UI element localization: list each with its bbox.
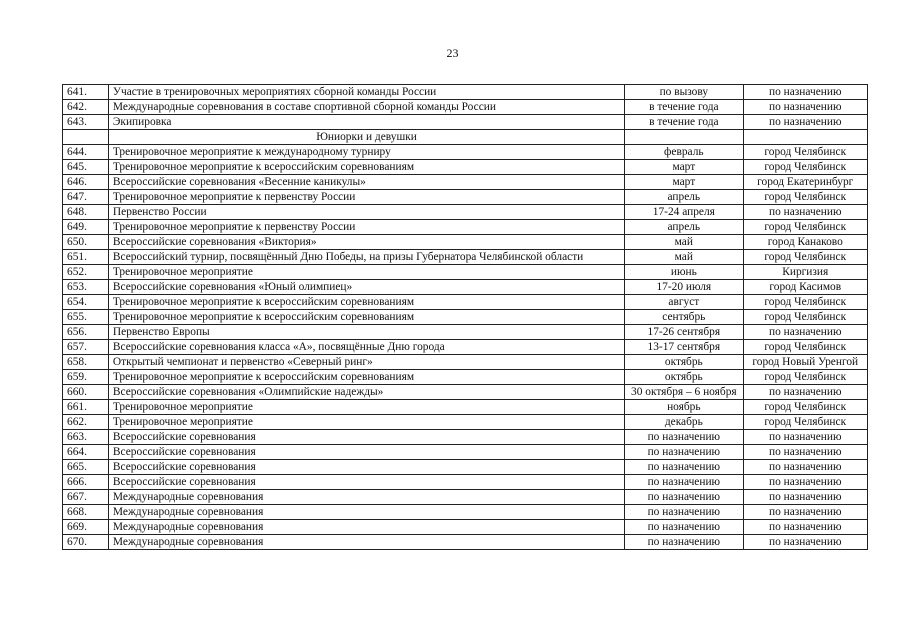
event-date-cell: по назначению bbox=[625, 490, 743, 505]
event-date-cell: по назначению bbox=[625, 535, 743, 550]
table-row bbox=[63, 205, 868, 220]
event-place-cell: по назначению bbox=[743, 520, 868, 535]
event-date-cell bbox=[625, 130, 743, 145]
event-name-cell: Тренировочное мероприятие bbox=[108, 415, 624, 430]
event-date-cell: март bbox=[625, 160, 743, 175]
row-number-cell: 649. bbox=[63, 220, 109, 235]
event-place-cell: город Челябинск bbox=[743, 370, 868, 385]
event-date-cell: август bbox=[625, 295, 743, 310]
row-number-cell: 643. bbox=[63, 115, 109, 130]
schedule-table bbox=[62, 84, 868, 550]
table-row bbox=[63, 190, 868, 205]
event-name-cell: Всероссийские соревнования класса «А», посвящённые Дню города bbox=[108, 340, 624, 355]
table-row bbox=[63, 445, 868, 460]
row-number-cell: 647. bbox=[63, 190, 109, 205]
table-row bbox=[63, 295, 868, 310]
event-date-cell: в течение года bbox=[625, 100, 743, 115]
event-place-cell: по назначению bbox=[743, 535, 868, 550]
row-number-cell: 651. bbox=[63, 250, 109, 265]
event-date-cell: 30 октября – 6 ноября bbox=[625, 385, 743, 400]
event-name-cell: Первенство России bbox=[108, 205, 624, 220]
table-row bbox=[63, 115, 868, 130]
event-place-cell: по назначению bbox=[743, 100, 868, 115]
page-number: 23 bbox=[446, 46, 459, 60]
event-place-cell: Киргизия bbox=[743, 265, 868, 280]
row-number-cell: 655. bbox=[63, 310, 109, 325]
event-place-cell: город Челябинск bbox=[743, 295, 868, 310]
event-name-cell: Экипировка bbox=[108, 115, 624, 130]
table-row bbox=[63, 385, 868, 400]
table-row bbox=[63, 175, 868, 190]
event-name-cell: Всероссийские соревнования «Юный олимпиец» bbox=[108, 280, 624, 295]
event-date-cell: декабрь bbox=[625, 415, 743, 430]
table-row bbox=[63, 400, 868, 415]
event-name-cell: Всероссийские соревнования «Виктория» bbox=[108, 235, 624, 250]
event-date-cell: по назначению bbox=[625, 505, 743, 520]
row-number-cell: 658. bbox=[63, 355, 109, 370]
event-date-cell: октябрь bbox=[625, 370, 743, 385]
event-place-cell: город Челябинск bbox=[743, 340, 868, 355]
event-name-cell: Тренировочное мероприятие к всероссийским соревнованиям bbox=[108, 295, 624, 310]
table-row bbox=[63, 310, 868, 325]
row-number-cell: 656. bbox=[63, 325, 109, 340]
table-row bbox=[63, 535, 868, 550]
event-name-cell: Участие в тренировочных мероприятиях сборной команды России bbox=[108, 85, 624, 100]
event-place-cell: по назначению bbox=[743, 205, 868, 220]
event-name-cell: Всероссийские соревнования bbox=[108, 460, 624, 475]
table-row bbox=[63, 100, 868, 115]
section-header-row bbox=[63, 130, 868, 145]
event-place-cell: город Челябинск bbox=[743, 310, 868, 325]
event-place-cell: по назначению bbox=[743, 505, 868, 520]
event-place-cell: город Новый Уренгой bbox=[743, 355, 868, 370]
event-place-cell: по назначению bbox=[743, 85, 868, 100]
table-row bbox=[63, 235, 868, 250]
schedule-table-body bbox=[63, 85, 868, 550]
row-number-cell: 667. bbox=[63, 490, 109, 505]
event-place-cell: город Челябинск bbox=[743, 190, 868, 205]
event-name-cell: Всероссийские соревнования «Олимпийские надежды» bbox=[108, 385, 624, 400]
row-number-cell: 659. bbox=[63, 370, 109, 385]
event-name-cell: Международные соревнования bbox=[108, 520, 624, 535]
event-name-cell: Всероссийские соревнования «Весенние каникулы» bbox=[108, 175, 624, 190]
row-number-cell: 650. bbox=[63, 235, 109, 250]
row-number-cell: 648. bbox=[63, 205, 109, 220]
row-number-cell: 641. bbox=[63, 85, 109, 100]
table-row bbox=[63, 325, 868, 340]
event-place-cell: город Челябинск bbox=[743, 250, 868, 265]
table-row bbox=[63, 145, 868, 160]
event-place-cell: город Челябинск bbox=[743, 220, 868, 235]
event-date-cell: в течение года bbox=[625, 115, 743, 130]
event-place-cell: город Канаково bbox=[743, 235, 868, 250]
row-number-cell: 646. bbox=[63, 175, 109, 190]
table-row bbox=[63, 415, 868, 430]
table-row bbox=[63, 430, 868, 445]
row-number-cell bbox=[63, 130, 109, 145]
table-row bbox=[63, 265, 868, 280]
event-name-cell: Открытый чемпионат и первенство «Северный ринг» bbox=[108, 355, 624, 370]
event-date-cell: 17-26 сентября bbox=[625, 325, 743, 340]
row-number-cell: 660. bbox=[63, 385, 109, 400]
event-name-cell: Тренировочное мероприятие к первенству России bbox=[108, 190, 624, 205]
event-date-cell: май bbox=[625, 235, 743, 250]
event-name-cell: Тренировочное мероприятие к первенству России bbox=[108, 220, 624, 235]
event-place-cell: по назначению bbox=[743, 385, 868, 400]
event-date-cell: июнь bbox=[625, 265, 743, 280]
row-number-cell: 664. bbox=[63, 445, 109, 460]
event-place-cell: город Челябинск bbox=[743, 400, 868, 415]
table-row bbox=[63, 220, 868, 235]
row-number-cell: 642. bbox=[63, 100, 109, 115]
table-row bbox=[63, 280, 868, 295]
row-number-cell: 668. bbox=[63, 505, 109, 520]
event-date-cell: по назначению bbox=[625, 460, 743, 475]
table-row bbox=[63, 85, 868, 100]
event-place-cell: город Касимов bbox=[743, 280, 868, 295]
table-row bbox=[63, 160, 868, 175]
event-name-cell: Юниорки и девушки bbox=[108, 130, 624, 145]
table-row bbox=[63, 460, 868, 475]
event-date-cell: по назначению bbox=[625, 445, 743, 460]
event-date-cell: по вызову bbox=[625, 85, 743, 100]
event-date-cell: апрель bbox=[625, 220, 743, 235]
event-name-cell: Тренировочное мероприятие к всероссийским соревнованиям bbox=[108, 370, 624, 385]
row-number-cell: 669. bbox=[63, 520, 109, 535]
table-row bbox=[63, 505, 868, 520]
event-name-cell: Первенство Европы bbox=[108, 325, 624, 340]
event-name-cell: Всероссийский турнир, посвящённый Дню Победы, на призы Губернатора Челябинской области bbox=[108, 250, 624, 265]
event-date-cell: по назначению bbox=[625, 430, 743, 445]
event-date-cell: 13-17 сентября bbox=[625, 340, 743, 355]
table-row bbox=[63, 355, 868, 370]
event-name-cell: Всероссийские соревнования bbox=[108, 445, 624, 460]
event-date-cell: 17-20 июля bbox=[625, 280, 743, 295]
event-date-cell: февраль bbox=[625, 145, 743, 160]
event-name-cell: Тренировочное мероприятие bbox=[108, 400, 624, 415]
row-number-cell: 653. bbox=[63, 280, 109, 295]
event-name-cell: Всероссийские соревнования bbox=[108, 430, 624, 445]
event-date-cell: по назначению bbox=[625, 475, 743, 490]
event-place-cell: город Челябинск bbox=[743, 415, 868, 430]
event-date-cell: сентябрь bbox=[625, 310, 743, 325]
row-number-cell: 665. bbox=[63, 460, 109, 475]
event-name-cell: Международные соревнования в составе спортивной сборной команды России bbox=[108, 100, 624, 115]
event-date-cell: май bbox=[625, 250, 743, 265]
table-row bbox=[63, 340, 868, 355]
event-place-cell: по назначению bbox=[743, 115, 868, 130]
row-number-cell: 662. bbox=[63, 415, 109, 430]
event-date-cell: октябрь bbox=[625, 355, 743, 370]
table-row bbox=[63, 490, 868, 505]
event-date-cell: март bbox=[625, 175, 743, 190]
table-row bbox=[63, 475, 868, 490]
row-number-cell: 657. bbox=[63, 340, 109, 355]
row-number-cell: 663. bbox=[63, 430, 109, 445]
event-name-cell: Международные соревнования bbox=[108, 505, 624, 520]
event-date-cell: по назначению bbox=[625, 520, 743, 535]
event-date-cell: ноябрь bbox=[625, 400, 743, 415]
event-name-cell: Тренировочное мероприятие к всероссийским соревнованиям bbox=[108, 310, 624, 325]
event-name-cell: Международные соревнования bbox=[108, 490, 624, 505]
event-date-cell: апрель bbox=[625, 190, 743, 205]
row-number-cell: 670. bbox=[63, 535, 109, 550]
table-row bbox=[63, 250, 868, 265]
row-number-cell: 661. bbox=[63, 400, 109, 415]
event-place-cell: город Екатеринбург bbox=[743, 175, 868, 190]
event-place-cell: город Челябинск bbox=[743, 160, 868, 175]
event-date-cell: 17-24 апреля bbox=[625, 205, 743, 220]
event-place-cell: по назначению bbox=[743, 475, 868, 490]
row-number-cell: 644. bbox=[63, 145, 109, 160]
event-name-cell: Тренировочное мероприятие к международному турниру bbox=[108, 145, 624, 160]
event-name-cell: Всероссийские соревнования bbox=[108, 475, 624, 490]
event-name-cell: Международные соревнования bbox=[108, 535, 624, 550]
table-row bbox=[63, 370, 868, 385]
event-place-cell: по назначению bbox=[743, 490, 868, 505]
event-name-cell: Тренировочное мероприятие bbox=[108, 265, 624, 280]
event-place-cell: по назначению bbox=[743, 430, 868, 445]
event-place-cell: город Челябинск bbox=[743, 145, 868, 160]
event-place-cell: по назначению bbox=[743, 325, 868, 340]
event-place-cell bbox=[743, 130, 868, 145]
row-number-cell: 645. bbox=[63, 160, 109, 175]
event-name-cell: Тренировочное мероприятие к всероссийским соревнованиям bbox=[108, 160, 624, 175]
row-number-cell: 652. bbox=[63, 265, 109, 280]
event-place-cell: по назначению bbox=[743, 445, 868, 460]
row-number-cell: 666. bbox=[63, 475, 109, 490]
event-place-cell: по назначению bbox=[743, 460, 868, 475]
table-row bbox=[63, 520, 868, 535]
row-number-cell: 654. bbox=[63, 295, 109, 310]
